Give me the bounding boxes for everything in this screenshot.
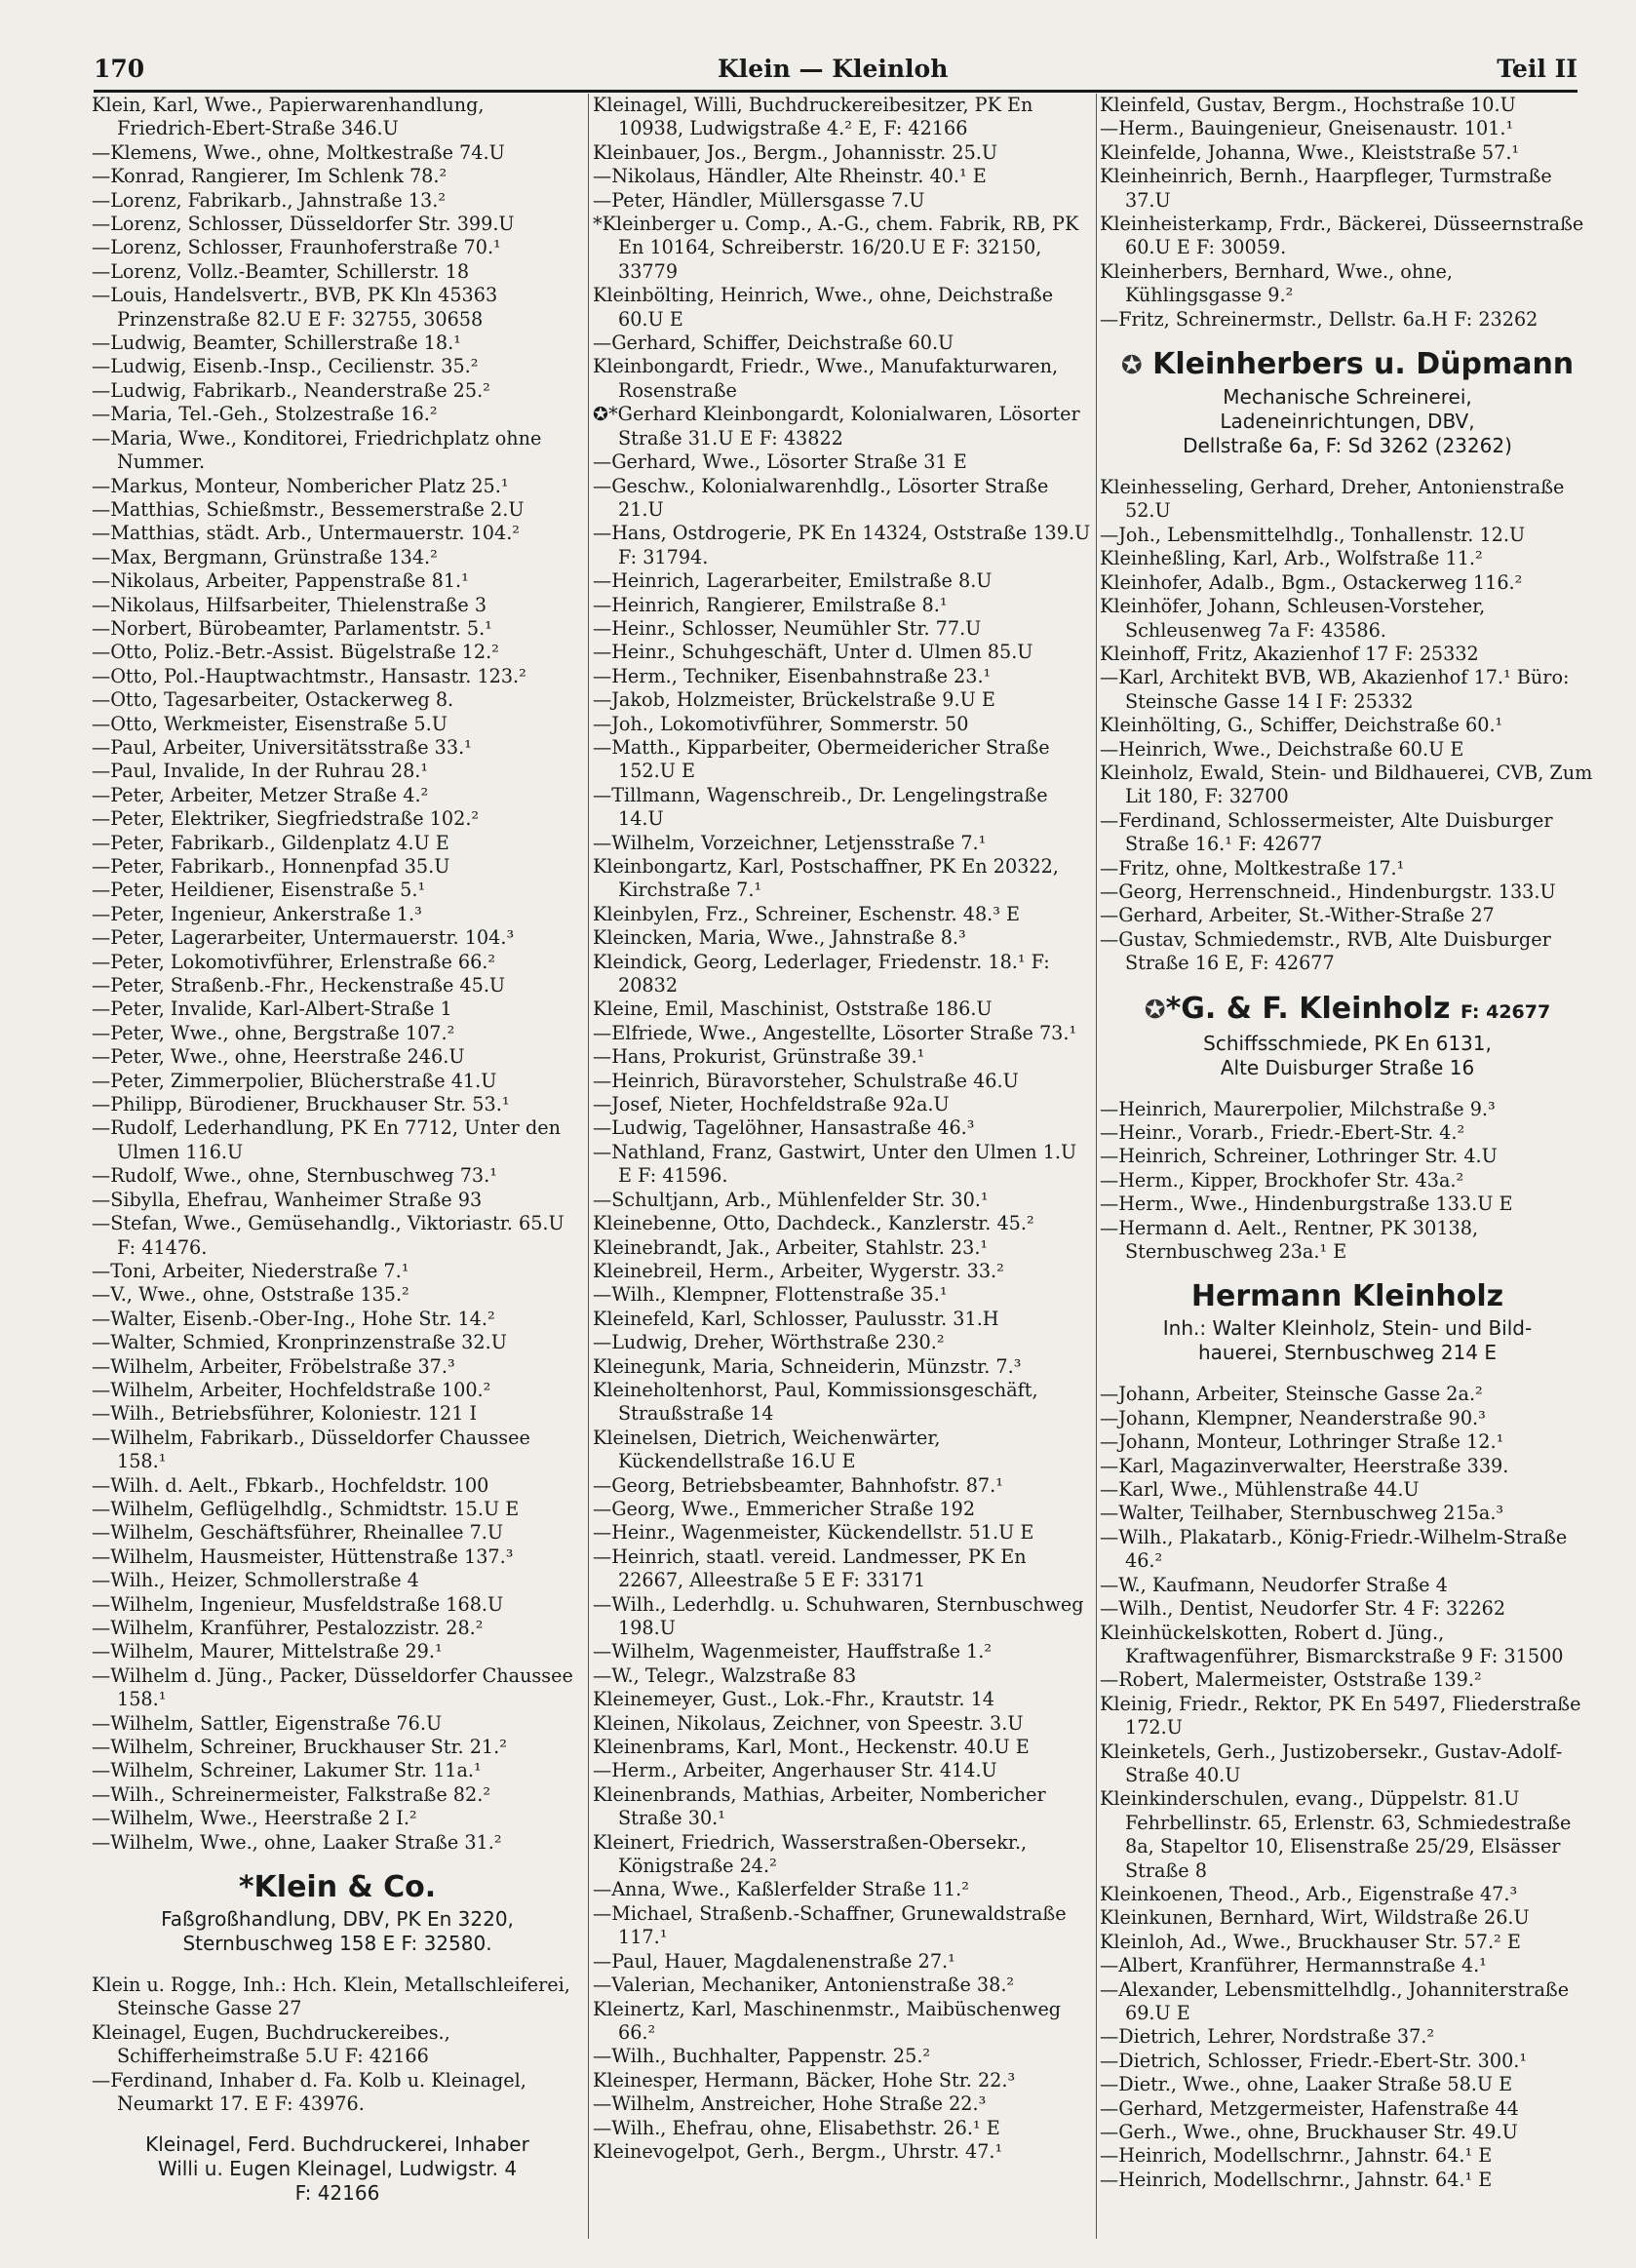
directory-entry: —Wilh., Dentist, Neudorfer Str. 4 F: 32262 xyxy=(1100,1597,1506,1621)
directory-entry: —Heinrich, staatl. vereid. Landmesser, PK En 22667, Alleestraße 5 E F: 33171 xyxy=(593,1545,1027,1592)
directory-entry: Kleinbölting, Heinrich, Wwe., ohne, Deichstraße 60.U E xyxy=(593,284,1054,331)
directory-entry: Kleinagel, Eugen, Buchdruckereibes., Schifferheimstraße 5.U F: 42166 xyxy=(92,2020,450,2068)
directory-entry: —Wilhelm, Schreiner, Lakumer Str. 11a.¹ xyxy=(92,1759,482,1782)
directory-entry: —Otto, Werkmeister, Eisenstraße 5.U xyxy=(92,712,448,735)
directory-entry: —Anna, Wwe., Kaßlerfelder Straße 11.² xyxy=(593,1878,969,1901)
directory-entry: —Nathland, Franz, Gastwirt, Unter den Ulmen 1.U E F: 41596. xyxy=(593,1140,1077,1188)
directory-entry: —Peter, Ingenieur, Ankerstraße 1.³ xyxy=(92,902,422,925)
directory-entry: —Johann, Monteur, Lothringer Straße 12.¹ xyxy=(1100,1430,1504,1454)
directory-entry: Kleinevogelpot, Gerh., Bergm., Uhrstr. 47.¹ xyxy=(593,2139,1003,2163)
directory-entry: ✪*Gerhard Kleinbongardt, Kolonialwaren, Lösorter Straße 31.U E F: 43822 xyxy=(593,403,1080,450)
column-divider xyxy=(1096,94,1097,2239)
directory-entry: —Dietrich, Schlosser, Friedr.-Ebert-Str. 300.¹ xyxy=(1100,2049,1528,2072)
directory-entry: —Lorenz, Schlosser, Fraunhoferstraße 70.¹ xyxy=(92,236,501,259)
advert-line: F: 42166 xyxy=(294,2180,380,2205)
advert-line: Inh.: Walter Kleinholz, Stein- und Bild- xyxy=(1162,1316,1533,1341)
directory-entry: —Wilhelm, Sattler, Eigenstraße 76.U xyxy=(92,1711,443,1735)
directory-entry: —Ludwig, Dreher, Wörthstraße 230.² xyxy=(593,1331,945,1354)
directory-entry: —Nikolaus, Hilfsarbeiter, Thielenstraße 3 xyxy=(92,593,487,616)
directory-entry: —Wilhelm, Geflügelhdlg., Schmidtstr. 15.U E xyxy=(92,1497,520,1520)
directory-entry: —Dietrich, Lehrer, Nordstraße 37.² xyxy=(1100,2025,1435,2049)
directory-entry: —Wilhelm, Maurer, Mittelstraße 29.¹ xyxy=(92,1640,443,1663)
directory-entry: Kleinloh, Ad., Wwe., Bruckhauser Str. 57.² E xyxy=(1100,1930,1521,1953)
directory-entry: —Klemens, Wwe., ohne, Moltkestraße 74.U xyxy=(92,140,505,164)
directory-entry: —Paul, Invalide, In der Ruhrau 28.¹ xyxy=(92,760,429,783)
directory-entry: —Walter, Eisenb.-Ober-Ing., Hohe Str. 14.² xyxy=(92,1307,495,1330)
directory-entry: —Gerh., Wwe., ohne, Bruckhauser Str. 49.U xyxy=(1100,2121,1518,2144)
advert-line: Dellstraße 6a, F: Sd 3262 (23262) xyxy=(1183,434,1512,458)
advert-name: Hermann Kleinholz xyxy=(1190,1279,1504,1314)
directory-entry: —Matthias, Schießmstr., Bessemerstraße 2.U xyxy=(92,497,525,521)
directory-entry: —Matth., Kipparbeiter, Obermeidericher Straße 152.U E xyxy=(593,735,1050,783)
directory-entry: —Michael, Straßenb.-Schaffner, Grunewaldstraße 117.¹ xyxy=(593,1901,1067,1949)
directory-entry: —Valerian, Mechaniker, Antonienstraße 38.² xyxy=(593,1974,1015,1997)
directory-entry: —Peter, Invalide, Karl-Albert-Straße 1 xyxy=(92,997,452,1021)
directory-entry: —Karl, Wwe., Mühlenstraße 44.U xyxy=(1100,1478,1420,1502)
directory-entry: Kleinheßling, Karl, Arb., Wolfstraße 11.² xyxy=(1100,547,1483,570)
directory-entry: —Heinr., Schuhgeschäft, Unter d. Ulmen 85.U xyxy=(593,641,1033,664)
directory-entry: Kleinebreil, Herm., Arbeiter, Wygerstr. 33.² xyxy=(593,1259,1004,1282)
directory-entry: —Jakob, Holzmeister, Brückelstraße 9.U E xyxy=(593,688,995,712)
directory-entry: Kleinagel, Willi, Buchdruckereibesitzer, PK En 10938, Ludwigstraße 4.² E, F: 42166 xyxy=(593,94,1033,140)
directory-entry: —Wilhelm, Wwe., ohne, Laaker Straße 31.² xyxy=(92,1830,502,1854)
advert-name: *G. & F. Kleinholz xyxy=(1165,991,1451,1026)
directory-entry: —Hans, Prokurist, Grünstraße 39.¹ xyxy=(593,1045,925,1069)
directory-entry: —Heinrich, Modellschrnr., Jahnstr. 64.¹ E xyxy=(1100,2168,1493,2191)
directory-entry: —Maria, Wwe., Konditorei, Friedrichplatz ohne Nummer. xyxy=(92,426,542,474)
directory-entry: —Wilh., Heizer, Schmollerstraße 4 xyxy=(92,1569,419,1592)
directory-entry: —Karl, Architekt BVB, WB, Akazienhof 17.¹ Büro: Steinsche Gasse 14 I F: 25332 xyxy=(1100,666,1570,713)
directory-entry: Kleinen, Nikolaus, Zeichner, von Speestr. 3.U xyxy=(593,1711,1024,1735)
directory-entry: Kleinhöfer, Johann, Schleusen-Vorsteher, Schleusenweg 7a F: 43586. xyxy=(1100,595,1486,642)
directory-entry: Kleinkunen, Bernhard, Wirt, Wildstraße 26.U xyxy=(1100,1906,1530,1930)
directory-entry: Kleinertz, Karl, Maschinenmstr., Maibüschenweg 66.² xyxy=(593,1997,1062,2044)
column-3 xyxy=(1100,94,1595,2253)
directory-entry: —Lorenz, Schlosser, Düsseldorfer Str. 399.U xyxy=(92,213,515,236)
directory-entry: —Elfriede, Wwe., Angestellte, Lösorter Straße 73.¹ xyxy=(593,1021,1077,1044)
directory-entry: —Josef, Nieter, Hochfeldstraße 92a.U xyxy=(593,1093,950,1116)
directory-entry: —V., Wwe., ohne, Oststraße 135.² xyxy=(92,1283,409,1307)
directory-entry: —Herm., Techniker, Eisenbahnstraße 23.¹ xyxy=(593,664,992,687)
directory-entry: Kleinkoenen, Theod., Arb., Eigenstraße 47.³ xyxy=(1100,1882,1518,1905)
directory-entry: Kleinbongartz, Karl, Postschaffner, PK En 20322, Kirchstraße 7.¹ xyxy=(593,855,1059,902)
advert-line: Ladeneinrichtungen, DBV, xyxy=(1220,410,1475,434)
directory-entry: Kleinebrandt, Jak., Arbeiter, Stahlstr. 23.¹ xyxy=(593,1235,989,1259)
directory-entry: Kleinelsen, Dietrich, Weichenwärter, Kückendellstraße 16.U E xyxy=(593,1426,941,1473)
directory-entry: —Wilhelm, Wwe., Heerstraße 2 I.² xyxy=(92,1807,417,1830)
directory-entry: —Paul, Hauer, Magdalenenstraße 27.¹ xyxy=(593,1949,955,1973)
directory-entry: —W., Kaufmann, Neudorfer Straße 4 xyxy=(1100,1573,1448,1596)
directory-entry: —Heinrich, Lagerarbeiter, Emilstraße 8.U xyxy=(593,569,993,593)
advert-line: Kleinagel, Ferd. Buchdruckerei, Inhaber xyxy=(145,2131,529,2156)
directory-entry: —Tillmann, Wagenschreib., Dr. Lengelingstraße 14.U xyxy=(593,783,1048,831)
directory-entry: —Fritz, ohne, Moltkestraße 17.¹ xyxy=(1100,856,1405,880)
directory-entry: Kleinefeld, Karl, Schlosser, Paulusstr. 31.H xyxy=(593,1307,999,1330)
directory-entry: Kleinhesseling, Gerhard, Dreher, Antonienstraße 52.U xyxy=(1100,476,1565,523)
directory-entry: —Wilhelm, Ingenieur, Musfeldstraße 168.U xyxy=(92,1592,504,1616)
directory-entry: Kleinemeyer, Gust., Lok.-Fhr., Krautstr. 14 xyxy=(593,1688,995,1711)
directory-entry: Kleinfelde, Johanna, Wwe., Kleiststraße 57.¹ xyxy=(1100,140,1520,164)
directory-entry: —Lorenz, Vollz.-Beamter, Schillerstr. 18 xyxy=(92,259,470,283)
directory-entry: —Wilhelm, Fabrikarb., Düsseldorfer Chaussee 158.¹ xyxy=(92,1426,530,1473)
directory-entry: Klein u. Rogge, Inh.: Hch. Klein, Metallschleiferei, Steinsche Gasse 27 xyxy=(92,1974,570,2020)
directory-entry: —Wilh., Lederhdlg. u. Schuhwaren, Sternbuschweg 198.U xyxy=(593,1592,1084,1639)
advert-line: Mechanische Schreinerei, xyxy=(1223,385,1472,410)
directory-entry: —Ludwig, Eisenb.-Insp., Cecilienstr. 35.² xyxy=(92,355,479,378)
directory-entry: Kleinketels, Gerh., Justizobersekr., Gustav-Adolf-Straße 40.U xyxy=(1100,1740,1563,1786)
page-number: 170 xyxy=(94,55,145,83)
directory-entry: —Norbert, Bürobeamter, Parlamentstr. 5.¹ xyxy=(92,616,492,640)
directory-entry: —Wilhelm, Wagenmeister, Hauffstraße 1.² xyxy=(593,1640,993,1663)
directory-entry: Kleinenbrands, Mathias, Arbeiter, Nombericher Straße 30.¹ xyxy=(593,1782,1046,1830)
gear-icon: ✪ xyxy=(1120,351,1143,381)
part-label: Teil II xyxy=(1497,55,1578,83)
directory-entry: —Heinrich, Schreiner, Lothringer Str. 4.U xyxy=(1100,1145,1498,1168)
directory-entry: Kleinert, Friedrich, Wasserstraßen-Obersekr., Königstraße 24.² xyxy=(593,1830,1028,1878)
directory-entry: —Herm., Bauingenieur, Gneisenaustr. 101.¹ xyxy=(1100,117,1514,140)
advert-name: Kleinherbers u. Düpmann xyxy=(1152,347,1575,382)
directory-entry: —Heinr., Wagenmeister, Kückendellstr. 51.U E xyxy=(593,1521,1034,1545)
directory-entry: Kleinesper, Hermann, Bäcker, Hohe Str. 22.³ xyxy=(593,2068,1016,2092)
directory-entry: —Alexander, Lebensmittelhdlg., Johanniterstraße 69.U E xyxy=(1100,1977,1570,2024)
directory-entry: —Georg, Herrenschneid., Hindenburgstr. 133.U xyxy=(1100,880,1556,903)
directory-entry: Kleinhofer, Adalb., Bgm., Ostackerweg 116.² xyxy=(1100,570,1523,594)
directory-entry: —Otto, Poliz.-Betr.-Assist. Bügelstraße 12.² xyxy=(92,641,499,664)
directory-entry: —Wilhelm, Kranführer, Pestalozzistr. 28.² xyxy=(92,1617,484,1639)
directory-entry: Kleinbauer, Jos., Bergm., Johannisstr. 25.U xyxy=(593,140,998,164)
directory-entry: Kleinholz, Ewald, Stein- und Bildhauerei, CVB, Zum Lit 180, F: 32700 xyxy=(1100,761,1593,808)
directory-entry: —Wilh., Plakatarb., König-Friedr.-Wilhelm-Straße 46.² xyxy=(1100,1525,1568,1573)
directory-entry: —Nikolaus, Arbeiter, Pappenstraße 81.¹ xyxy=(92,569,469,593)
directory-entry: —Ludwig, Tagelöhner, Hansastraße 46.³ xyxy=(593,1116,975,1140)
directory-entry: —Walter, Teilhaber, Sternbuschweg 215a.³ xyxy=(1100,1502,1504,1525)
directory-entry: —Toni, Arbeiter, Niederstraße 7.¹ xyxy=(92,1259,409,1282)
directory-entry: —Heinr., Schlosser, Neumühler Str. 77.U xyxy=(593,616,982,640)
advert-phone: F: 42677 xyxy=(1460,1000,1551,1023)
directory-entry: —Nikolaus, Händler, Alte Rheinstr. 40.¹ E xyxy=(593,165,987,188)
directory-entry: —Otto, Pol.-Hauptwachtmstr., Hansastr. 123.² xyxy=(92,664,526,687)
directory-entry: —Hermann d. Aelt., Rentner, PK 30138, Sternbuschweg 23a.¹ E xyxy=(1100,1216,1479,1264)
directory-entry: —Peter, Fabrikarb., Honnenpfad 35.U xyxy=(92,855,450,878)
directory-entry: —Wilhelm, Hausmeister, Hüttenstraße 137.³ xyxy=(92,1545,514,1568)
directory-entry: —Otto, Tagesarbeiter, Ostackerweg 8. xyxy=(92,688,454,712)
directory-entry: —Heinr., Vorarb., Friedr.-Ebert-Str. 4.² xyxy=(1100,1121,1465,1144)
directory-entry: Kleineholtenhorst, Paul, Kommissionsgeschäft, Straußstraße 14 xyxy=(593,1378,1038,1426)
directory-entry: —Gerhard, Wwe., Lösorter Straße 31 E xyxy=(593,450,967,474)
directory-entry: Kleinhückelskotten, Robert d. Jüng., Kraftwagenführer, Bismarckstraße 9 F: 31500 xyxy=(1100,1621,1564,1667)
advert-kleinholz-gf xyxy=(1100,990,1595,1080)
directory-entry: Kleinherbers, Bernhard, Wwe., ohne, Kühlingsgasse 9.² xyxy=(1100,259,1454,307)
directory-entry: —Wilh. d. Aelt., Fbkarb., Hochfeldstr. 100 xyxy=(92,1473,489,1497)
directory-entry: —Fritz, Schreinermstr., Dellstr. 6a.H F: 23262 xyxy=(1100,307,1539,331)
directory-entry: Klein, Karl, Wwe., Papierwarenhandlung, Friedrich-Ebert-Straße 346.U xyxy=(92,94,485,140)
advert-line: Sternbuschweg 158 E F: 32580. xyxy=(182,1932,492,1956)
directory-entry: —Peter, Straßenb.-Fhr., Heckenstraße 45.U xyxy=(92,974,506,997)
directory-entry: —Joh., Lebensmittelhdlg., Tonhallenstr. 12.U xyxy=(1100,523,1526,546)
directory-entry: —Peter, Wwe., ohne, Heerstraße 246.U xyxy=(92,1045,465,1069)
directory-entry: —Peter, Zimmerpolier, Blücherstraße 41.U xyxy=(92,1069,497,1092)
directory-entry: Kleinheinrich, Bernh., Haarpfleger, Turmstraße 37.U xyxy=(1100,165,1552,212)
directory-entry: —Stefan, Wwe., Gemüsehandlg., Viktoriastr. 65.U F: 41476. xyxy=(92,1212,565,1259)
advert-kleinagel xyxy=(92,2132,583,2206)
advert-hermann-kleinholz xyxy=(1100,1277,1595,1365)
directory-entry: —Ludwig, Fabrikarb., Neanderstraße 25.² xyxy=(92,378,490,402)
directory-entry: —Heinrich, Wwe., Deichstraße 60.U E xyxy=(1100,737,1464,761)
directory-entry: *Kleinberger u. Comp., A.-G., chem. Fabrik, RB, PK En 10164, Schreiberstr. 16/20.U E F: 32150, 33779 xyxy=(593,213,1079,283)
directory-entry: —Robert, Malermeister, Oststraße 139.² xyxy=(1100,1668,1482,1692)
column-divider xyxy=(588,94,589,2239)
directory-entry: Kleindick, Georg, Lederlager, Friedenstr. 18.¹ F: 20832 xyxy=(593,950,1050,997)
directory-entry: Kleinbylen, Frz., Schreiner, Eschenstr. 48.³ E xyxy=(593,902,1021,925)
directory-entry: —Gustav, Schmiedemstr., RVB, Alte Duisburger Straße 16 E, F: 42677 xyxy=(1100,927,1551,975)
directory-entry: —Maria, Tel.-Geh., Stolzestraße 16.² xyxy=(92,403,438,426)
directory-entry: —Wilhelm, Arbeiter, Fröbelstraße 37.³ xyxy=(92,1354,455,1378)
directory-entry: —Philipp, Bürodiener, Bruckhauser Str. 53.¹ xyxy=(92,1093,510,1116)
directory-entry: —Wilhelm, Vorzeichner, Letjensstraße 7.¹ xyxy=(593,831,987,854)
directory-entry: —Rudolf, Lederhandlung, PK En 7712, Unter den Ulmen 116.U xyxy=(92,1116,561,1163)
directory-entry: —Wilhelm d. Jüng., Packer, Düsseldorfer Chaussee 158.¹ xyxy=(92,1663,573,1711)
directory-entry: —Matthias, städt. Arb., Untermauerstr. 104.² xyxy=(92,522,520,545)
directory-entry: Kleinheisterkamp, Frdr., Bäckerei, Düsseernstraße 60.U E F: 30059. xyxy=(1100,213,1584,259)
directory-entry: Kleinhölting, G., Schiffer, Deichstraße 60.¹ xyxy=(1100,714,1503,737)
page-header xyxy=(94,51,1578,93)
directory-entry: Kleinkinderschulen, evang., Düppelstr. 81.U Fehrbellinstr. 65, Erlenstr. 63, Schmiedestraße 8a, Stapeltor 10, Elisenstraße 25/29, Elsässer Straße 8 xyxy=(1100,1787,1572,1882)
directory-entry: —Wilh., Betriebsführer, Koloniestr. 121 I xyxy=(92,1402,478,1426)
directory-entry: —Gerhard, Schiffer, Deichstraße 60.U xyxy=(593,332,954,355)
advert-name: *Klein & Co. xyxy=(238,1870,437,1905)
directory-entry: —Peter, Händler, Müllersgasse 7.U xyxy=(593,188,925,212)
directory-entry: —Max, Bergmann, Grünstraße 134.² xyxy=(92,545,438,568)
directory-entry: Kleinbongardt, Friedr., Wwe., Manufakturwaren, Rosenstraße xyxy=(593,355,1059,402)
directory-entry: Kleinfeld, Gustav, Bergm., Hochstraße 10.U xyxy=(1100,94,1516,116)
directory-entry: Kleinegunk, Maria, Schneiderin, Münzstr. 7.³ xyxy=(593,1354,1022,1378)
directory-entry: —Heinrich, Büravorsteher, Schulstraße 46.U xyxy=(593,1069,1019,1092)
advert-kleinherbers xyxy=(1100,345,1595,458)
directory-entry: —Wilhelm, Schreiner, Bruckhauser Str. 21.² xyxy=(92,1736,507,1759)
directory-entry: —Ludwig, Beamter, Schillerstraße 18.¹ xyxy=(92,332,461,355)
directory-entry: —Walter, Schmied, Kronprinzenstraße 32.U xyxy=(92,1331,507,1354)
directory-entry: —Heinrich, Maurerpolier, Milchstraße 9.³ xyxy=(1100,1097,1496,1120)
directory-entry: —Louis, Handelsvertr., BVB, PK Kln 45363 Prinzenstraße 82.U E F: 32755, 30658 xyxy=(92,284,498,331)
directory-entry: Kleinhoff, Fritz, Akazienhof 17 F: 25332 xyxy=(1100,642,1479,665)
directory-entry: —Herm., Wwe., Hindenburgstraße 133.U E xyxy=(1100,1193,1513,1216)
advert-line: Willi u. Eugen Kleinagel, Ludwigstr. 4 xyxy=(157,2156,518,2180)
directory-entry: —Wilhelm, Anstreicher, Hohe Straße 22.³ xyxy=(593,2092,987,2116)
directory-entry: —Ferdinand, Schlossermeister, Alte Duisburger Straße 16.¹ F: 42677 xyxy=(1100,808,1553,856)
advert-line: hauerei, Sternbuschweg 214 E xyxy=(1197,1341,1497,1365)
advert-line: Faßgroßhandlung, DBV, PK En 3220, xyxy=(161,1907,514,1932)
directory-entry: —Peter, Elektriker, Siegfriedstraße 102.² xyxy=(92,807,480,831)
directory-entry: —Gerhard, Arbeiter, St.-Wither-Straße 27 xyxy=(1100,904,1495,927)
directory-entry: Kleincken, Maria, Wwe., Jahnstraße 8.³ xyxy=(593,926,966,950)
advert-klein-co xyxy=(92,1868,583,1956)
directory-entry: —Wilh., Klempner, Flottenstraße 35.¹ xyxy=(593,1283,948,1307)
directory-entry: —Dietr., Wwe., ohne, Laaker Straße 58.U E xyxy=(1100,2073,1513,2096)
directory-entry: —Markus, Monteur, Nombericher Platz 25.¹ xyxy=(92,474,509,497)
directory-entry: —Georg, Wwe., Emmericher Straße 192 xyxy=(593,1497,976,1520)
directory-entry: —Wilhelm, Arbeiter, Hochfeldstraße 100.² xyxy=(92,1378,491,1401)
directory-entry: —Peter, Wwe., ohne, Bergstraße 107.² xyxy=(92,1021,455,1044)
advert-line: Schiffsschmiede, PK En 6131, xyxy=(1203,1031,1492,1055)
directory-entry: —Karl, Magazinverwalter, Heerstraße 339. xyxy=(1100,1454,1509,1477)
directory-entry: —Sibylla, Ehefrau, Wanheimer Straße 93 xyxy=(92,1188,483,1211)
directory-entry: —Herm., Kipper, Brockhofer Str. 43a.² xyxy=(1100,1168,1464,1192)
directory-entry: —W., Telegr., Walzstraße 83 xyxy=(593,1663,857,1687)
directory-entry: —Peter, Fabrikarb., Gildenplatz 4.U E xyxy=(92,831,449,854)
directory-entry: —Peter, Lagerarbeiter, Untermauerstr. 104.³ xyxy=(92,926,515,950)
gear-icon: ✪ xyxy=(1144,995,1166,1025)
directory-entry: —Wilhelm, Geschäftsführer, Rheinallee 7.U xyxy=(92,1521,504,1545)
directory-entry: Kleinenbrams, Karl, Mont., Heckenstr. 40.U E xyxy=(593,1736,1030,1759)
directory-entry: —Rudolf, Wwe., ohne, Sternbuschweg 73.¹ xyxy=(92,1164,497,1188)
directory-entry: —Paul, Arbeiter, Universitätsstraße 33.¹ xyxy=(92,735,472,759)
directory-entry: —Peter, Heildiener, Eisenstraße 5.¹ xyxy=(92,879,426,902)
directory-entry: —Peter, Lokomotivführer, Erlenstraße 66.² xyxy=(92,950,496,973)
directory-entry: —Johann, Klempner, Neanderstraße 90.³ xyxy=(1100,1406,1486,1429)
directory-entry: —Albert, Kranführer, Hermannstraße 4.¹ xyxy=(1100,1954,1487,1977)
directory-entry: —Wilh., Ehefrau, ohne, Elisabethstr. 26.¹ E xyxy=(593,2116,1000,2139)
directory-entry: Kleine, Emil, Maschinist, Oststraße 186.U xyxy=(593,997,993,1021)
directory-entry: —Ferdinand, Inhaber d. Fa. Kolb u. Kleinagel, Neumarkt 17. E F: 43976. xyxy=(92,2068,526,2116)
page-title: Klein — Kleinloh xyxy=(718,55,949,83)
directory-entry: Kleinig, Friedr., Rektor, PK En 5497, Fliederstraße 172.U xyxy=(1100,1692,1581,1740)
directory-entry: —Herm., Arbeiter, Angerhauser Str. 414.U xyxy=(593,1759,997,1782)
advert-line: Alte Duisburger Straße 16 xyxy=(1220,1055,1475,1079)
directory-entry: —Gerhard, Metzgermeister, Hafenstraße 44 xyxy=(1100,2096,1519,2120)
directory-entry: —Konrad, Rangierer, Im Schlenk 78.² xyxy=(92,165,448,188)
column-2 xyxy=(593,94,1092,2253)
directory-entry: —Heinrich, Modellschrnr., Jahnstr. 64.¹ E xyxy=(1100,2144,1493,2168)
directory-entry: —Geschw., Kolonialwarenhdlg., Lösorter Straße 21.U xyxy=(593,474,1049,521)
directory-entry: —Wilh., Buchhalter, Pappenstr. 25.² xyxy=(593,2045,931,2068)
directory-entry: —Georg, Betriebsbeamter, Bahnhofstr. 87.¹ xyxy=(593,1473,1003,1497)
directory-entry: —Hans, Ostdrogerie, PK En 14324, Oststraße 139.U F: 31794. xyxy=(593,522,1091,568)
directory-entry: —Heinrich, Rangierer, Emilstraße 8.¹ xyxy=(593,593,948,616)
directory-entry: —Wilh., Schreinermeister, Falkstraße 82.² xyxy=(92,1782,491,1806)
directory-entry: —Joh., Lokomotivführer, Sommerstr. 50 xyxy=(593,712,969,735)
directory-entry: —Schultjann, Arb., Mühlenfelder Str. 30.¹ xyxy=(593,1188,989,1211)
directory-entry: —Lorenz, Fabrikarb., Jahnstraße 13.² xyxy=(92,188,447,212)
directory-entry: —Johann, Arbeiter, Steinsche Gasse 2a.² xyxy=(1100,1383,1483,1406)
directory-entry: Kleinebenne, Otto, Dachdeck., Kanzlerstr. 45.² xyxy=(593,1212,1034,1235)
column-1 xyxy=(92,94,583,2253)
directory-entry: —Peter, Arbeiter, Metzer Straße 4.² xyxy=(92,783,429,806)
